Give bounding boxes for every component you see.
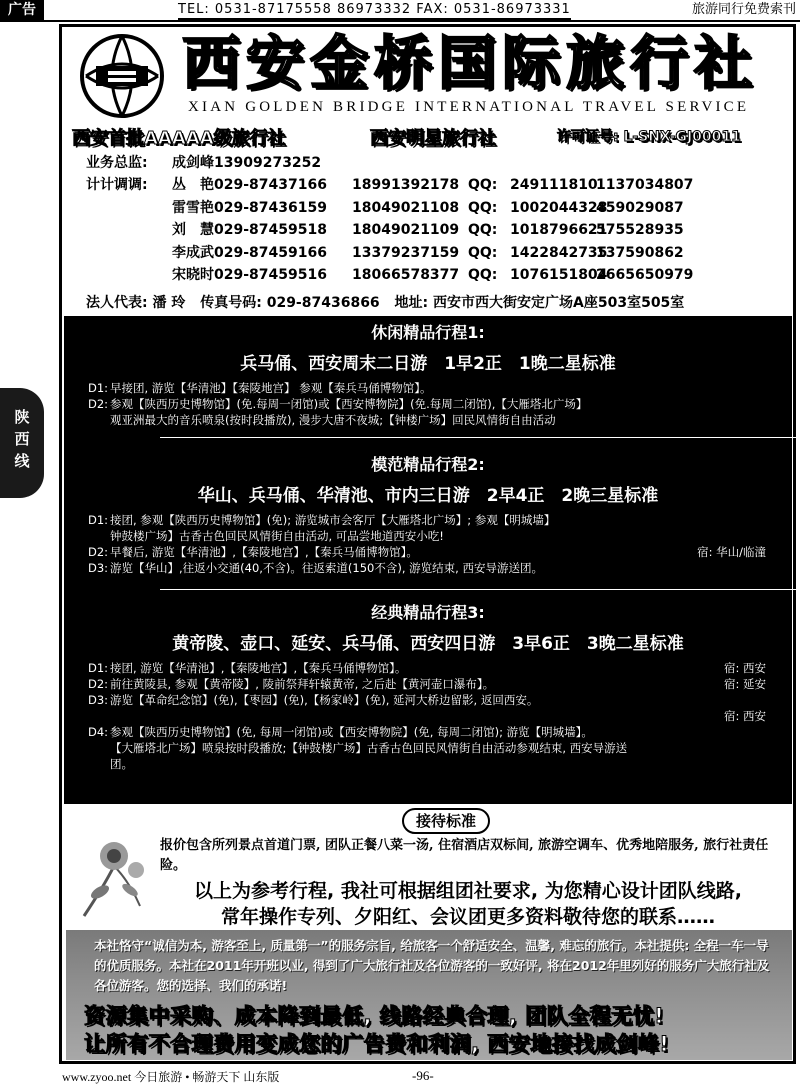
qq-label: QQ: — [468, 266, 498, 283]
day-code: D3: — [88, 693, 109, 707]
day-text: 早餐后, 游览【华清池】,【秦陵地宫】,【秦兵马俑博物馆】。 — [110, 545, 418, 559]
legal-representative: 法人代表: 潘 玲 — [86, 295, 186, 311]
day-code: D2: — [88, 545, 109, 559]
service-statement-box — [66, 930, 792, 1060]
fax-number: 传真号码: 029-87436866 — [200, 295, 380, 311]
day-stay: 宿: 西安 — [723, 709, 766, 723]
day-code: D1: — [88, 661, 109, 675]
day-code: D2: — [88, 677, 109, 691]
service-description: 本社恪守“诚信为本, 游客至上, 质量第一”的服务宗旨, 给旅客一个舒适安全、温馨, 难忘的旅行。本社提供: 全程一车一导的优质服务。本社在2011年开班以业, 得到了广大旅行社及各位游客的一致好评, 将在2012年里列好的服务广大旅行社及各位游客。您的选择、我们的承诺! — [94, 938, 770, 993]
itinerary-day — [64, 692, 792, 708]
flower-icon — [74, 826, 152, 926]
day-text: 前往黄陵县, 参观【黄帝陵】, 陵前祭拜轩辕黄帝, 之后赴【黄河壶口瀑布】。 — [110, 677, 495, 691]
itinerary-subtitle: 黄帝陵、壶口、延安、兵马俑、西安四日游 3早6正 3晚二星标准 — [172, 634, 684, 654]
day-stay: 宿: 西安 — [723, 661, 766, 675]
section-divider — [160, 582, 800, 590]
staff-qq1: 1076151804 — [510, 266, 608, 283]
staff-qq2: 459029087 — [596, 199, 684, 216]
day-stay: 宿: 延安 — [723, 677, 766, 691]
day-code: D4: — [88, 725, 109, 739]
staff-mobile: 18049021108 — [352, 199, 460, 216]
day-text: 接团, 游览【华清池】,【秦陵地宫】,【秦兵马俑博物馆】。 — [110, 661, 407, 675]
itinerary-day — [64, 396, 792, 428]
itinerary-1 — [64, 320, 792, 428]
standards-text: 报价包含所列景点首道门票, 团队正餐八菜一汤, 住宿酒店双标间, 旅游空调车、优秀地陪服务, 旅行社责任险。 — [160, 838, 769, 873]
director-contact: 成剑峰13909273252 — [172, 155, 322, 171]
qq-label: QQ: — [468, 244, 498, 261]
staff-mobile: 18991392178 — [352, 177, 460, 194]
itinerary-day — [64, 544, 792, 560]
section-divider — [160, 430, 800, 438]
page-number: -96- — [412, 1068, 434, 1083]
staff-qq1: 1018796621 — [510, 222, 608, 239]
slogan-line: 资源集中采购、成本降到最低, 线路经典合理, 团队全程无忧! — [84, 1004, 665, 1028]
itinerary-day — [64, 724, 792, 772]
region-tab-char: 陕 — [14, 408, 30, 426]
day-code: D1: — [88, 513, 109, 527]
itinerary-day — [64, 380, 792, 396]
staff-tel: 宋晓时029-87459516 — [172, 266, 327, 283]
top-bar — [0, 0, 800, 20]
cert-star: 西安明星旅行社 — [370, 128, 496, 149]
catalog-note: 旅游同行免费索刊 — [691, 2, 796, 17]
itinerary-day — [64, 660, 792, 676]
staff-tel: 雷雪艳029-87436159 — [172, 199, 327, 216]
day-stay: 宿: 华山/临潼 — [697, 545, 766, 559]
staff-qq1: 249111810 — [510, 177, 598, 194]
itinerary-subtitle: 兵马俑、西安周末二日游 1早2正 1晚二星标准 — [240, 354, 616, 374]
footer — [62, 1068, 434, 1085]
legal-info — [86, 292, 694, 312]
day-text: 早接团, 游览【华清池】【秦陵地宫】 参观【秦兵马俑博物馆】。 — [110, 381, 432, 395]
promo-line: 以上为参考行程, 我社可根据组团社要求, 为您精心设计团队线路, — [194, 880, 742, 902]
itinerary-day — [64, 512, 792, 544]
staff-qq2: 2665650979 — [596, 266, 694, 283]
day-text: 游览【革命纪念馆】(免),【枣园】(免),【杨家岭】(免), 延河大桥边留影, 返回西安。 — [110, 693, 539, 707]
staff-tel: 李成武029-87459166 — [172, 244, 327, 261]
staff-tel: 刘 慧029-87459518 — [172, 222, 327, 239]
itinerary-day — [64, 676, 792, 692]
address: 地址: 西安市西大街安定广场A座503室505室 — [394, 295, 685, 311]
day-text: 参观【陕西历史博物馆】(免.每周一闭馆)或【西安博物院】(免.每周二闭馆),【大雁塔北广场】 观亚洲最大的音乐喷泉(按时段播放), 漫步大唐不夜城;【钟楼广场】回民风情街自由活动 — [110, 397, 588, 427]
ad-tag: 广告 — [0, 0, 44, 20]
day-code: D2: — [88, 397, 109, 411]
cert-aaaaa: 西安首批AAAAA级旅行社 — [72, 128, 286, 149]
standards-title: 接待标准 — [402, 808, 490, 834]
staff-qq1: 1422842735 — [510, 244, 608, 261]
staff-mobile: 18066578377 — [352, 266, 460, 283]
staff-qq2: 137590862 — [596, 244, 684, 261]
staff-mobile: 18049021109 — [352, 222, 460, 239]
dispatch-label: 计计调调: — [86, 177, 148, 194]
itinerary-subtitle: 华山、兵马俑、华清池、市内三日游 2早4正 2晚三星标准 — [197, 486, 659, 506]
itinerary-title: 经典精品行程3: — [371, 603, 485, 622]
promo-line: 常年操作专列、夕阳红、会议团更多资料敬待您的联系…… — [220, 906, 715, 928]
qq-label: QQ: — [468, 222, 498, 239]
slogan-line: 让所有不合理费用变成您的广告费和利润, 西安地接找成剑峰! — [84, 1032, 670, 1056]
itinerary-title: 休闲精品行程1: — [371, 323, 485, 342]
certification-bar — [64, 122, 792, 148]
license-number: 许可证号: L-SNX-GJ00011 — [557, 129, 741, 145]
itinerary-2 — [64, 452, 792, 576]
director-label: 业务总监: — [86, 155, 148, 171]
region-tab-char: 线 — [14, 452, 30, 470]
day-code: D1: — [88, 381, 109, 395]
qq-label: QQ: — [468, 199, 498, 216]
day-text: 游览【华山】,往返小交通(40,不含)。往返索道(150不含), 游览结束, 西安导游送团。 — [110, 561, 543, 575]
staff-qq2: 575528935 — [596, 222, 684, 239]
staff-qq2: 1137034807 — [596, 177, 694, 194]
itinerary-panel — [64, 316, 792, 804]
itinerary-title: 模范精品行程2: — [371, 455, 485, 474]
contact-info: TEL: 0531-87175558 86973332 FAX: 0531-86973331 — [178, 1, 571, 20]
itinerary-3 — [64, 600, 792, 772]
region-tab — [0, 388, 44, 498]
staff-qq1: 1002044328 — [510, 199, 608, 216]
top-rule — [0, 20, 800, 22]
itinerary-day — [64, 708, 792, 724]
promo-text — [148, 878, 788, 930]
footer-site: www.zyoo.net 今日旅游 • 畅游天下 山东版 — [62, 1070, 280, 1084]
company-english-name: XIAN GOLDEN BRIDGE INTERNATIONAL TRAVEL SERVICE — [188, 99, 750, 115]
staff-mobile: 13379237159 — [352, 244, 460, 261]
region-tab-char: 西 — [14, 430, 30, 448]
slogan — [84, 1002, 784, 1058]
company-name: 西安金桥国际旅行社 — [182, 29, 759, 97]
staff-tel: 丛 艳029-87437166 — [172, 177, 327, 194]
day-text: 参观【陕西历史博物馆】(免, 每周一闭馆)或【西安博物院】(免, 每周二闭馆); 游览【明城墙】。 【大雁塔北广场】喷泉按时段播放;【钟鼓楼广场】古香古色回民风情街自由活动参观结束, 西安导游送 团。 — [110, 725, 628, 771]
qq-label: QQ: — [468, 177, 498, 194]
itinerary-day — [64, 560, 792, 576]
company-logo-icon — [78, 32, 166, 120]
day-code: D3: — [88, 561, 109, 575]
day-text: 接团, 参观【陕西历史博物馆】(免); 游览城市会客厅【大雁塔北广场】; 参观【明城墙】 钟鼓楼广场】古香古色回民风情街自由活动, 可品尝地道西安小吃! — [110, 513, 556, 543]
